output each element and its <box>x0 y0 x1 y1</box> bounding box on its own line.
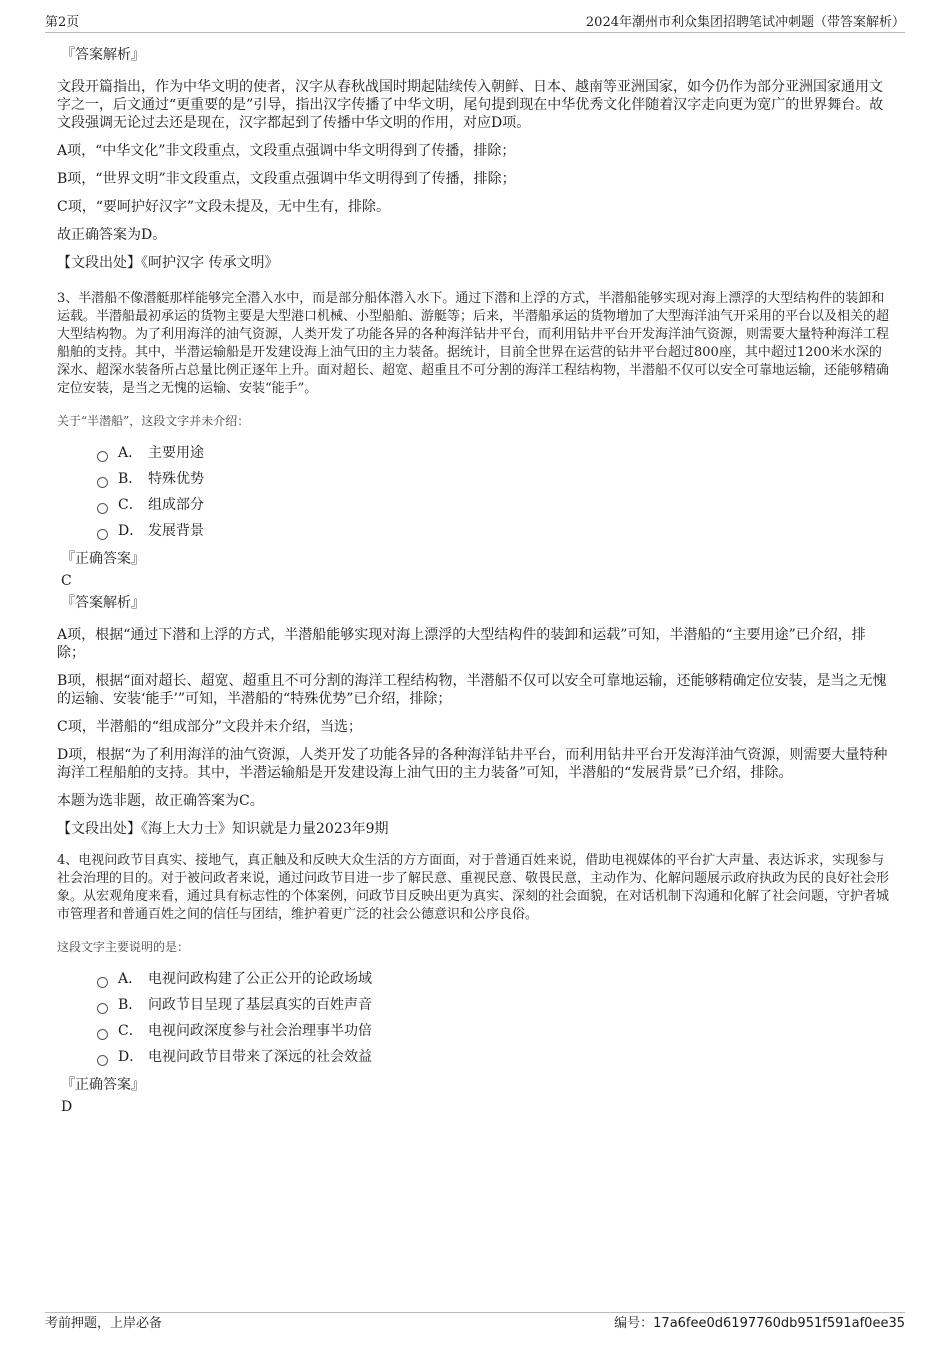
document-title: 2024年潮州市利众集团招聘笔试冲刺题（带答案解析） <box>585 15 905 30</box>
q3-options <box>97 440 893 544</box>
q3-analysis-para: 本题为选非题，故正确答案为C。 <box>57 793 264 809</box>
radio-icon[interactable] <box>97 529 108 540</box>
q2-analysis-para: B项，“世界文明”非文段重点，文段重点强调中华文明得到了传播，排除； <box>57 171 516 187</box>
q3-option-c[interactable]: C． 组成部分 <box>97 492 893 518</box>
radio-icon[interactable] <box>97 503 108 514</box>
q2-analysis-para: C项，“要呵护好汉字”文段未提及，无中生有，排除。 <box>57 199 391 215</box>
q2-analysis-para: A项，“中华文化”非文段重点，文段重点强调中华文明得到了传播，排除； <box>57 143 516 159</box>
q4-option-a[interactable]: A． 电视问政构建了公正公开的论政场域 <box>97 966 893 992</box>
radio-icon[interactable] <box>97 451 108 462</box>
radio-icon[interactable] <box>97 1003 108 1014</box>
radio-icon[interactable] <box>97 977 108 988</box>
q4-option-d[interactable]: D． 电视问政节目带来了深远的社会效益 <box>97 1044 893 1070</box>
q3-passage: 3、半潜船不像潜艇那样能够完全潜入水中，而是部分船体潜入水下。通过下潜和上浮的方式，半潜船能够实现对海上漂浮的大型结构件的装卸和运载。半潜船最初承运的货物主要是大型港口机械、小型船舶、游艇等；后来，半潜船承运的货物增加了大型海洋油气开采用的平台以及相关的超大型结构物。为了利用海洋的油气资源，人类开发了功能各异的各种海洋钻井平台，而利用钻井平台开发海洋油气资源，则需要大量特种海洋工程船舶的支持。其中，半潜运输船是开发建设海上油气田的主力装备。据统计，目前全世界在运营的钻井平台超过800座，其中超过1200米水深的深水、超深水装备所占总量比例正逐年上升。面对超长、超宽、超重且不可分割的海洋工程结构物，半潜船不仅可以安全可靠地运输，还能够精确定位安装，是当之无愧的运输、安装“能手”。 <box>57 291 890 396</box>
q2-source: 【文段出处】《呵护汉字 传承文明》 <box>57 255 279 271</box>
q4-passage: 4、电视问政节目真实、接地气，真正触及和反映大众生活的方方面面，对于普通百姓来说，借助电视媒体的平台扩大声量、表达诉求，实现参与社会治理的目的。对于被问政者来说，通过问政节目进一步了解民意、重视民意、敬畏民意，主动作为、化解问题展示政府执政为民的良好社会形象。从宏观角度来看，通过具有标志性的个体案例，问政节目反映出更为真实、深刻的社会面貌，在对话机制下沟通和化解了社会问题，守护者城市管理者和普通百姓之间的信任与团结，维护着更广泛的社会公德意识和公序良俗。 <box>57 853 890 922</box>
q3-analysis-para: B项，根据“面对超长、超宽、超重且不可分割的海洋工程结构物，半潜船不仅可以安全可靠地运输，还能够精确定位安装，是当之无愧的运输、安装‘能手’”可知，半潜船的“特殊优势”已介绍，排除； <box>57 673 887 707</box>
q2-analysis-para: 故正确答案为D。 <box>57 227 167 243</box>
q3-option-a[interactable]: A． 主要用途 <box>97 440 893 466</box>
radio-icon[interactable] <box>97 477 108 488</box>
q4-answer-label: 『正确答案』 <box>61 1077 145 1093</box>
q3-question: 关于“半潜船”，这段文字并未介绍： <box>57 414 250 428</box>
q3-answer-label: 『正确答案』 <box>61 551 145 567</box>
page-footer <box>45 1312 905 1333</box>
radio-icon[interactable] <box>97 1055 108 1066</box>
q2-analysis-para: 文段开篇指出，作为中华文明的使者，汉字从春秋战国时期起陆续传入朝鲜、日本、越南等亚洲国家，如今仍作为部分亚洲国家通用文字之一，后文通过“更重要的是”引导，指出汉字传播了中华文明，尾句提到现在中华优秀文化伴随着汉字走向更为宽广的世界舞台。故文段强调无论过去还是现在，汉字都起到了传播中华文明的作用，对应D项。 <box>57 79 884 131</box>
footer-slogan: 考前押题，上岸必备 <box>45 1316 163 1331</box>
page-number: 第2页 <box>45 15 80 30</box>
q3-analysis-para: C项，半潜船的“组成部分”文段并未介绍，当选； <box>57 719 363 735</box>
q2-analysis-label: 『答案解析』 <box>61 47 145 63</box>
q3-option-b[interactable]: B． 特殊优势 <box>97 466 893 492</box>
q4-answer: D <box>61 1099 73 1115</box>
q3-analysis-label: 『答案解析』 <box>61 595 145 611</box>
q3-answer: C <box>61 573 72 589</box>
radio-icon[interactable] <box>97 1029 108 1040</box>
q4-option-b[interactable]: B． 问政节目呈现了基层真实的百姓声音 <box>97 992 893 1018</box>
q3-source: 【文段出处】《海上大力士》知识就是力量2023年9期 <box>57 821 389 837</box>
q3-analysis-para: D项，根据“为了利用海洋的油气资源，人类开发了功能各异的各种海洋钻井平台，而利用钻井平台开发海洋油气资源，则需要大量特种海洋工程船舶的支持。其中，半潜运输船是开发建设海上油气田的主力装备”可知，半潜船的“发展背景”已介绍，排除。 <box>57 747 888 781</box>
q3-analysis-para: A项，根据“通过下潜和上浮的方式，半潜船能够实现对海上漂浮的大型结构件的装卸和运载”可知，半潜船的“主要用途”已介绍，排除； <box>57 627 866 661</box>
document-code: 编号：17a6fee0d6197760db951f591af0ee35 <box>614 1316 905 1331</box>
page-header <box>45 14 905 33</box>
page-content <box>57 38 893 1120</box>
q4-option-c[interactable]: C． 电视问政深度参与社会治理事半功倍 <box>97 1018 893 1044</box>
q4-question: 这段文字主要说明的是： <box>57 940 190 954</box>
q4-options <box>97 966 893 1070</box>
q3-option-d[interactable]: D． 发展背景 <box>97 518 893 544</box>
